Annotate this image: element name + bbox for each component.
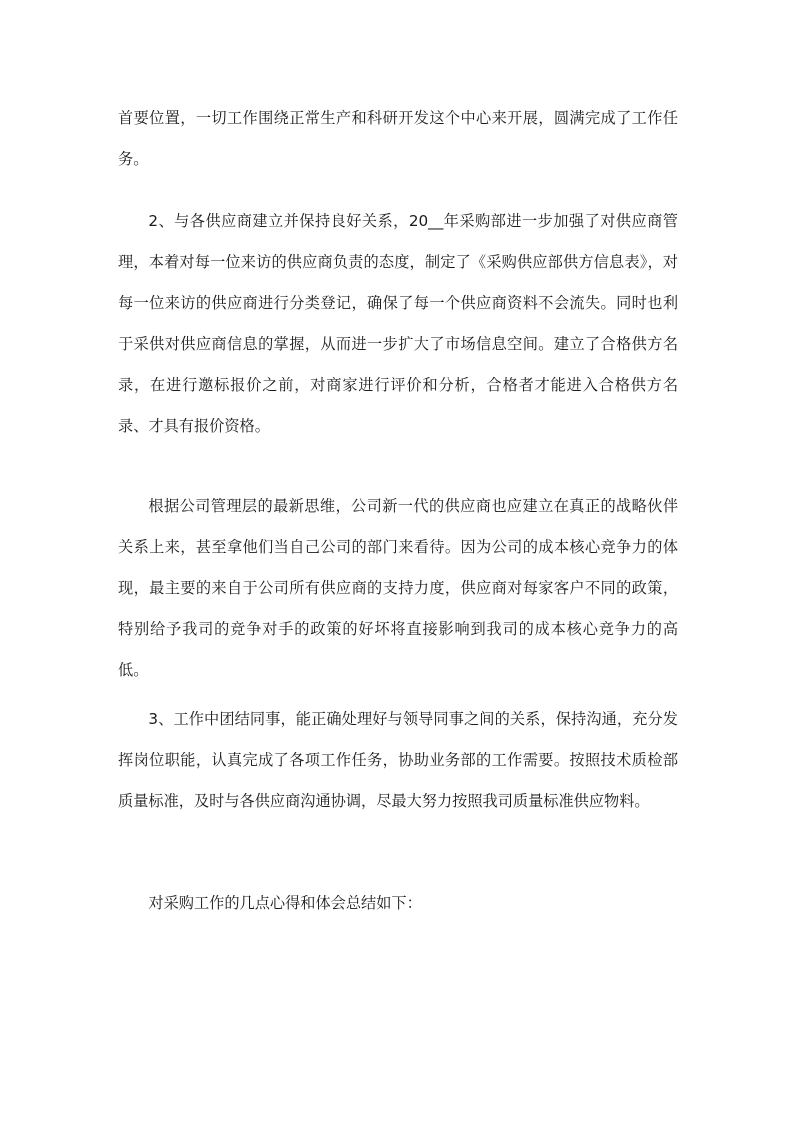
paragraph-teamwork: 3、工作中团结同事，能正确处理好与领导同事之间的关系，保持沟通，充分发挥岗位职能，认真完成了各项工作任务，协助业务部的工作需要。按照技术质检部质量标准，及时与各供应商沟通协调，尽最大努力按照我司质量标准供应物料。 bbox=[118, 710, 678, 810]
paragraph-summary-intro: 对采购工作的几点心得和体会总结如下： bbox=[148, 894, 422, 912]
paragraph-supplier-relations: 2、与各供应商建立并保持良好关系，20__年采购部进一步加强了对供应商管理，本着对每一位来访的供应商负责的态度，制定了《采购供应部供方信息表》，对每一位来访的供应商进行分类登记，确保了每一个供应商资料不会流失。同时也利于采供对供应商信息的掌握，从而进一步扩大了市场信息空间。建立了合格供方名录，在进行邀标报价之前，对商家进行评价和分析，合格者才能进入合格供方名录、才具有报价资格。 bbox=[118, 212, 678, 435]
paragraph-continuation: 首要位置，一切工作围绕正常生产和科研开发这个中心来开展，圆满完成了工作任务。 bbox=[118, 109, 678, 168]
paragraph-strategic-partnership: 根据公司管理层的最新思维，公司新一代的供应商也应建立在真正的战略伙伴关系上来，甚至拿他们当自己公司的部门来看待。因为公司的成本核心竞争力的体现，最主要的来自于公司所有供应商的支持力度，供应商对每家客户不同的政策，特别给予我司的竞争对手的政策的好坏将直接影响到我司的成本核心竞争力的高低。 bbox=[118, 497, 678, 679]
